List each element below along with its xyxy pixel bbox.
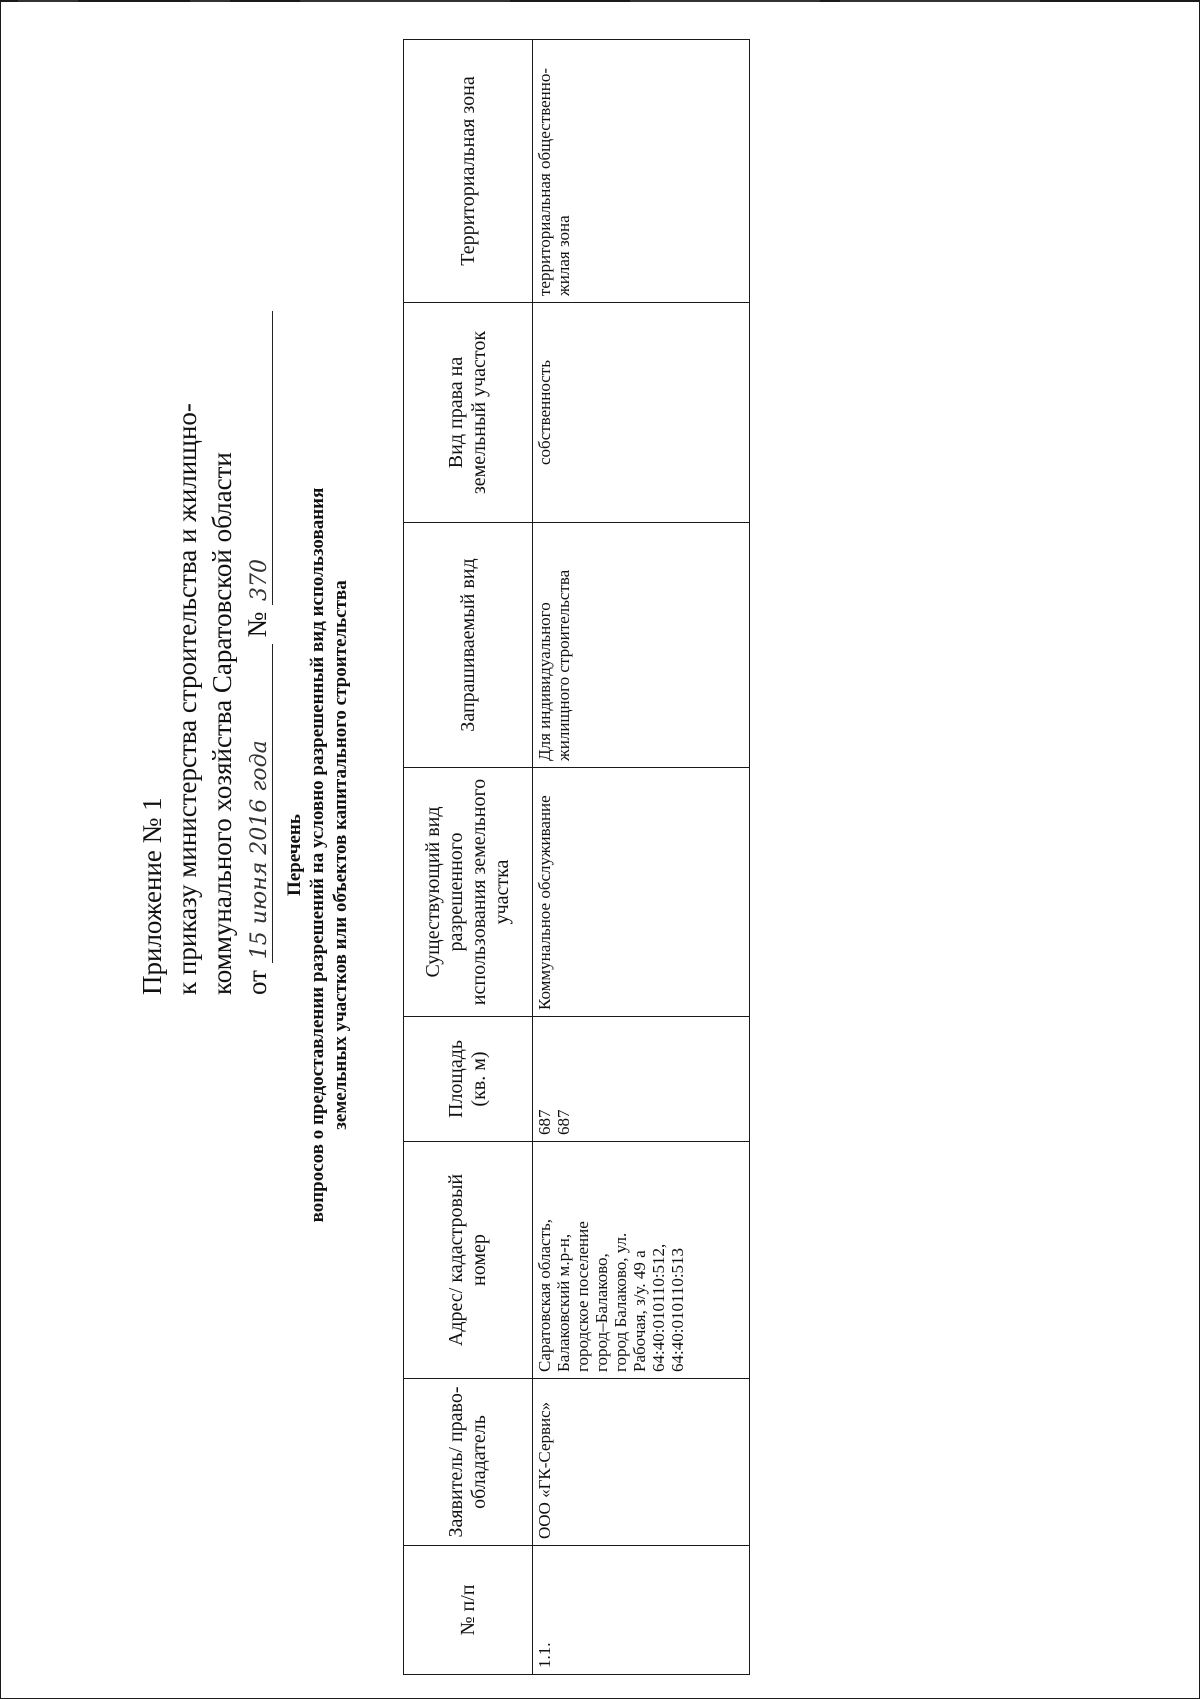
- cell-applicant: ООО «ГК-Сервис»: [533, 1379, 750, 1546]
- area-value: 687: [554, 1109, 573, 1135]
- address-line: Балаковский м.р-н,: [554, 1233, 573, 1372]
- header-cell-address: Адрес/ кадастровый номер: [404, 1142, 533, 1379]
- header-cell-existing-use: Существующий вид разрешенного использования земельного участка: [404, 768, 533, 1017]
- area-value: 687: [535, 1109, 554, 1135]
- handwritten-number: 370: [242, 311, 273, 605]
- cell-address: [533, 1142, 750, 1379]
- appendix-title: Приложение № 1: [137, 797, 167, 995]
- header-cell-requested-use: Запрашиваемый вид: [404, 523, 533, 768]
- address-line: город–Балаково,: [592, 1253, 611, 1372]
- scan-edge-marks: [0, 0, 1200, 4]
- permits-table: [403, 39, 750, 1675]
- cell-requested-use: Для индивидуального жилищного строительства: [533, 523, 750, 768]
- document-sheet: [25, 25, 1175, 1685]
- cell-zone: территориальная общественно-жилая зона: [533, 40, 750, 303]
- header-cell-applicant: Заявитель/ право- обладатель: [404, 1379, 533, 1546]
- address-line: город Балаково, ул.: [611, 1232, 630, 1372]
- header-cell-area: Площадь (кв. м): [404, 1017, 533, 1142]
- handwritten-date: 15 июня 2016 года: [242, 644, 273, 963]
- address-line: городское поселение: [573, 1221, 592, 1372]
- cadastral-number: 64:40:010110:512,: [649, 1243, 668, 1372]
- appendix-header: [135, 175, 275, 995]
- cell-right-type: собственность: [533, 303, 750, 523]
- cell-number: 1.1.: [533, 1546, 750, 1675]
- header-cell-zone: Территориальная зона: [404, 40, 533, 303]
- document-title: [283, 25, 352, 1685]
- order-date-line: [240, 175, 275, 995]
- cell-existing-use: Коммунальное обслуживание: [533, 768, 750, 1017]
- table-header-row: [404, 40, 533, 1675]
- order-reference-line1: к приказу министерства строительства и жилищно-: [172, 403, 202, 995]
- title-line3: земельных участков или объектов капитального строительства: [330, 580, 351, 1130]
- header-cell-right-type: Вид права на земельный участок: [404, 303, 533, 523]
- cell-area: [533, 1017, 750, 1142]
- title-line2: вопросов о предоставлении разрешений на условно разрешенный вид использования: [307, 487, 328, 1223]
- address-line: Саратовская область,: [535, 1218, 554, 1372]
- order-reference-line2: коммунального хозяйства Саратовской области: [207, 452, 237, 995]
- date-prefix: от: [242, 970, 272, 995]
- address-line: Рабочая, з/у. 49 а: [630, 1250, 649, 1372]
- cadastral-number: 64:40:010110:513: [668, 1247, 687, 1372]
- table-row: [533, 40, 750, 1675]
- number-prefix: №: [242, 611, 272, 638]
- title-line1: Перечень: [284, 814, 305, 896]
- header-cell-number: № п/п: [404, 1546, 533, 1675]
